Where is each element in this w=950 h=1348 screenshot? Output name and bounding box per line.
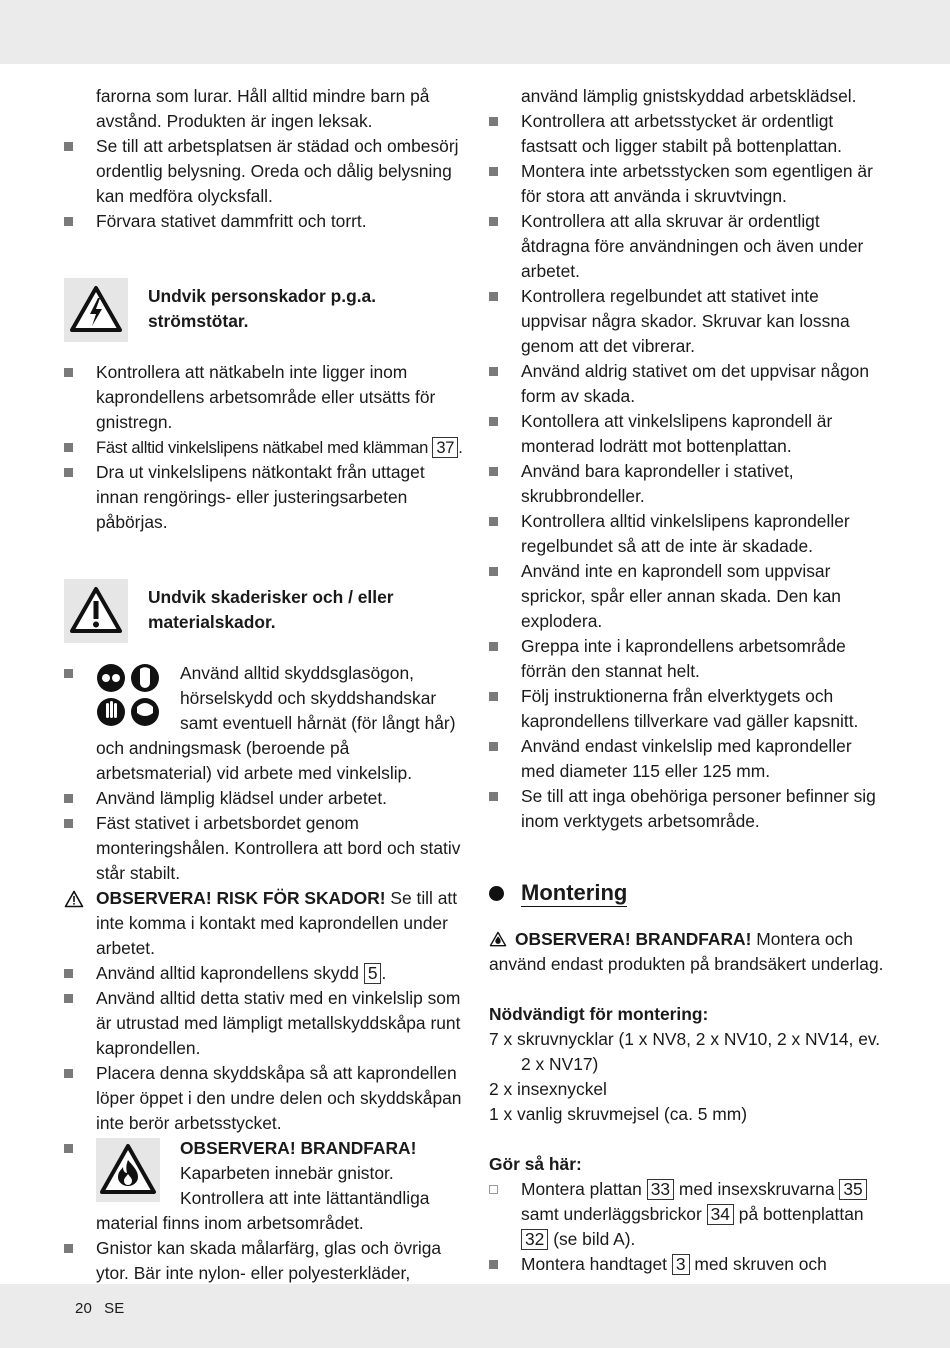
list-item: Förvara stativet dammfritt och torrt. [64, 209, 464, 234]
electric-warning-block [64, 278, 464, 342]
part-ref: 34 [707, 1204, 734, 1225]
ppe-icons [96, 663, 160, 734]
list-item: Se till att arbetsplatsen är städad och ombesörj ordentlig belysning. Oreda och dålig belysning kan medföra olycksfall. [64, 134, 464, 209]
list-item: Använd aldrig stativet om det uppvisar någon form av skada. [489, 359, 889, 409]
list-item: Placera denna skyddskåpa så att kaprondellen löper öppet i den undre delen och skyddskåpan inte berör arbetsstycket. [64, 1061, 464, 1136]
step-item: Montera handtaget 3 med skruven och [489, 1252, 889, 1277]
ppe-list-item: Använd alltid skyddsglasögon, hörselskydd och skyddshandskar samt eventuell hårnät (för långt hår) och andningsmask (beroende på arbetsmaterial) vid arbete med vinkelslip. [64, 661, 464, 786]
list-item: Greppa inte i kaprondellens arbetsområde förrän den stannat helt. [489, 634, 889, 684]
list-item: Använd lämplig klädsel under arbetet. [64, 786, 464, 811]
electric-hazard-icon [64, 278, 128, 342]
needed-heading: Nödvändigt för montering: [489, 1004, 709, 1024]
intro-continuation: farorna som lurar. Håll alltid mindre barn på avstånd. Produkten är ingen leksak. [96, 86, 430, 131]
list-item: Kontrollera regelbundet att stativet inte uppvisar några skador. Skruvar kan lossna genom att det vibrerar. [489, 284, 889, 359]
part-ref: 33 [647, 1179, 674, 1200]
part-ref: 37 [432, 437, 458, 458]
observe-injury-note: OBSERVERA! RISK FÖR SKADOR! Se till att inte komma i kontakt med kaprondellen under arbetet. [64, 886, 464, 961]
part-ref: 32 [521, 1229, 548, 1250]
list-item: Använd inte en kaprondell som uppvisar sprickor, spår eller annan skada. Den kan explodera. [489, 559, 889, 634]
list-item: Följ instruktionerna från elverktygets och kaprondellens tillverkare vad gäller kapsnitt. [489, 684, 889, 734]
list-item: Använd bara kaprondeller i stativet, skrubbrondeller. [489, 459, 889, 509]
left-column [64, 84, 464, 1286]
part-ref: 3 [672, 1254, 690, 1275]
needed-item: 1 x vanlig skruvmejsel (ca. 5 mm) [489, 1104, 748, 1124]
list-item: Montera inte arbetsstycken som egentligen är för stora att använda i skruvtvingn. [489, 159, 889, 209]
header-band [0, 0, 950, 64]
damage-warning-block [64, 579, 464, 643]
list-item: Kontrollera att nätkabeln inte ligger inom kaprondellens arbetsområde eller utsätts för gnistregn. [64, 360, 464, 435]
step-item: Montera plattan 33 med insexskruvarna 35 samt underläggsbrickor 34 på bottenplattan 32 (se bild A). [489, 1177, 889, 1252]
right-continuation: använd lämplig gnistskyddad arbetsklädsel. [521, 86, 857, 106]
fire-hazard-icon [96, 1138, 160, 1209]
list-item: Se till att inga obehöriga personer befinner sig inom verktygets arbetsområde. [489, 784, 889, 834]
howto-heading: Gör så här: [489, 1154, 582, 1174]
warning-triangle-icon [64, 579, 128, 643]
right-column [489, 84, 889, 1277]
list-item: Kontrollera alltid vinkelslipens kaprondeller regelbundet så att de inte är skadade. [489, 509, 889, 559]
list-item: Kontollera att vinkelslipens kaprondell är monterad lodrätt mot bottenplattan. [489, 409, 889, 459]
electric-warning-title: Undvik personskador p.g.a. strömstötar. [148, 286, 377, 331]
page-number: 20 [75, 1300, 93, 1317]
list-item: Kontrollera att alla skruvar är ordentligt åtdragna före användningen och även under arbetet. [489, 209, 889, 284]
needed-item: 2 x insexnyckel [489, 1079, 607, 1099]
needed-item: 7 x skruvnycklar (1 x NV8, 2 x NV10, 2 x NV14, ev. 2 x NV17) [489, 1029, 881, 1074]
list-item: Kontrollera att arbetsstycket är ordentligt fastsatt och ligger stabilt på bottenplattan. [489, 109, 889, 159]
list-item: Dra ut vinkelslipens nätkontakt från uttaget innan rengörings- eller justeringsarbeten påbörjas. [64, 460, 464, 535]
right-list [489, 109, 889, 834]
list-item: Använd alltid kaprondellens skydd 5 . [64, 961, 464, 986]
section-heading-montering: Montering [489, 878, 889, 908]
language-code: SE [104, 1300, 125, 1317]
list-item: Fäst alltid vinkelslipens nätkabel med klämman 37 . [64, 435, 464, 460]
list-item: Använd alltid detta stativ med en vinkelslip som är utrustad med lämpligt metallskyddskåpa runt kaprondellen. [64, 986, 464, 1061]
list-item: Använd endast vinkelslip med kaprondeller med diameter 115 eller 125 mm. [489, 734, 889, 784]
list-item: Fäst stativet i arbetsbordet genom monteringshålen. Kontrollera att bord och stativ står stabilt. [64, 811, 464, 886]
fire-notice: OBSERVERA! BRANDFARA! Montera och använd endast produkten på brandsäkert underlag. [489, 929, 884, 974]
part-ref: 35 [839, 1179, 866, 1200]
part-ref: 5 [364, 963, 382, 984]
fire-warning-item: OBSERVERA! BRANDFARA! Kaparbeten innebär gnistor. Kontrollera att inte lättantändliga material finns inom arbetsområdet. [64, 1136, 464, 1236]
damage-warning-title: Undvik skaderisker och / eller materialskador. [148, 587, 394, 632]
page-footer [75, 1300, 137, 1317]
section-bullet-icon [489, 886, 504, 901]
fire-warning-icon [489, 931, 507, 947]
footer-band [0, 1284, 950, 1348]
list-item: Gnistor kan skada målarfärg, glas och övriga ytor. Bär inte nylon- eller polyesterkläder, [64, 1236, 464, 1286]
warning-triangle-icon [64, 890, 84, 908]
